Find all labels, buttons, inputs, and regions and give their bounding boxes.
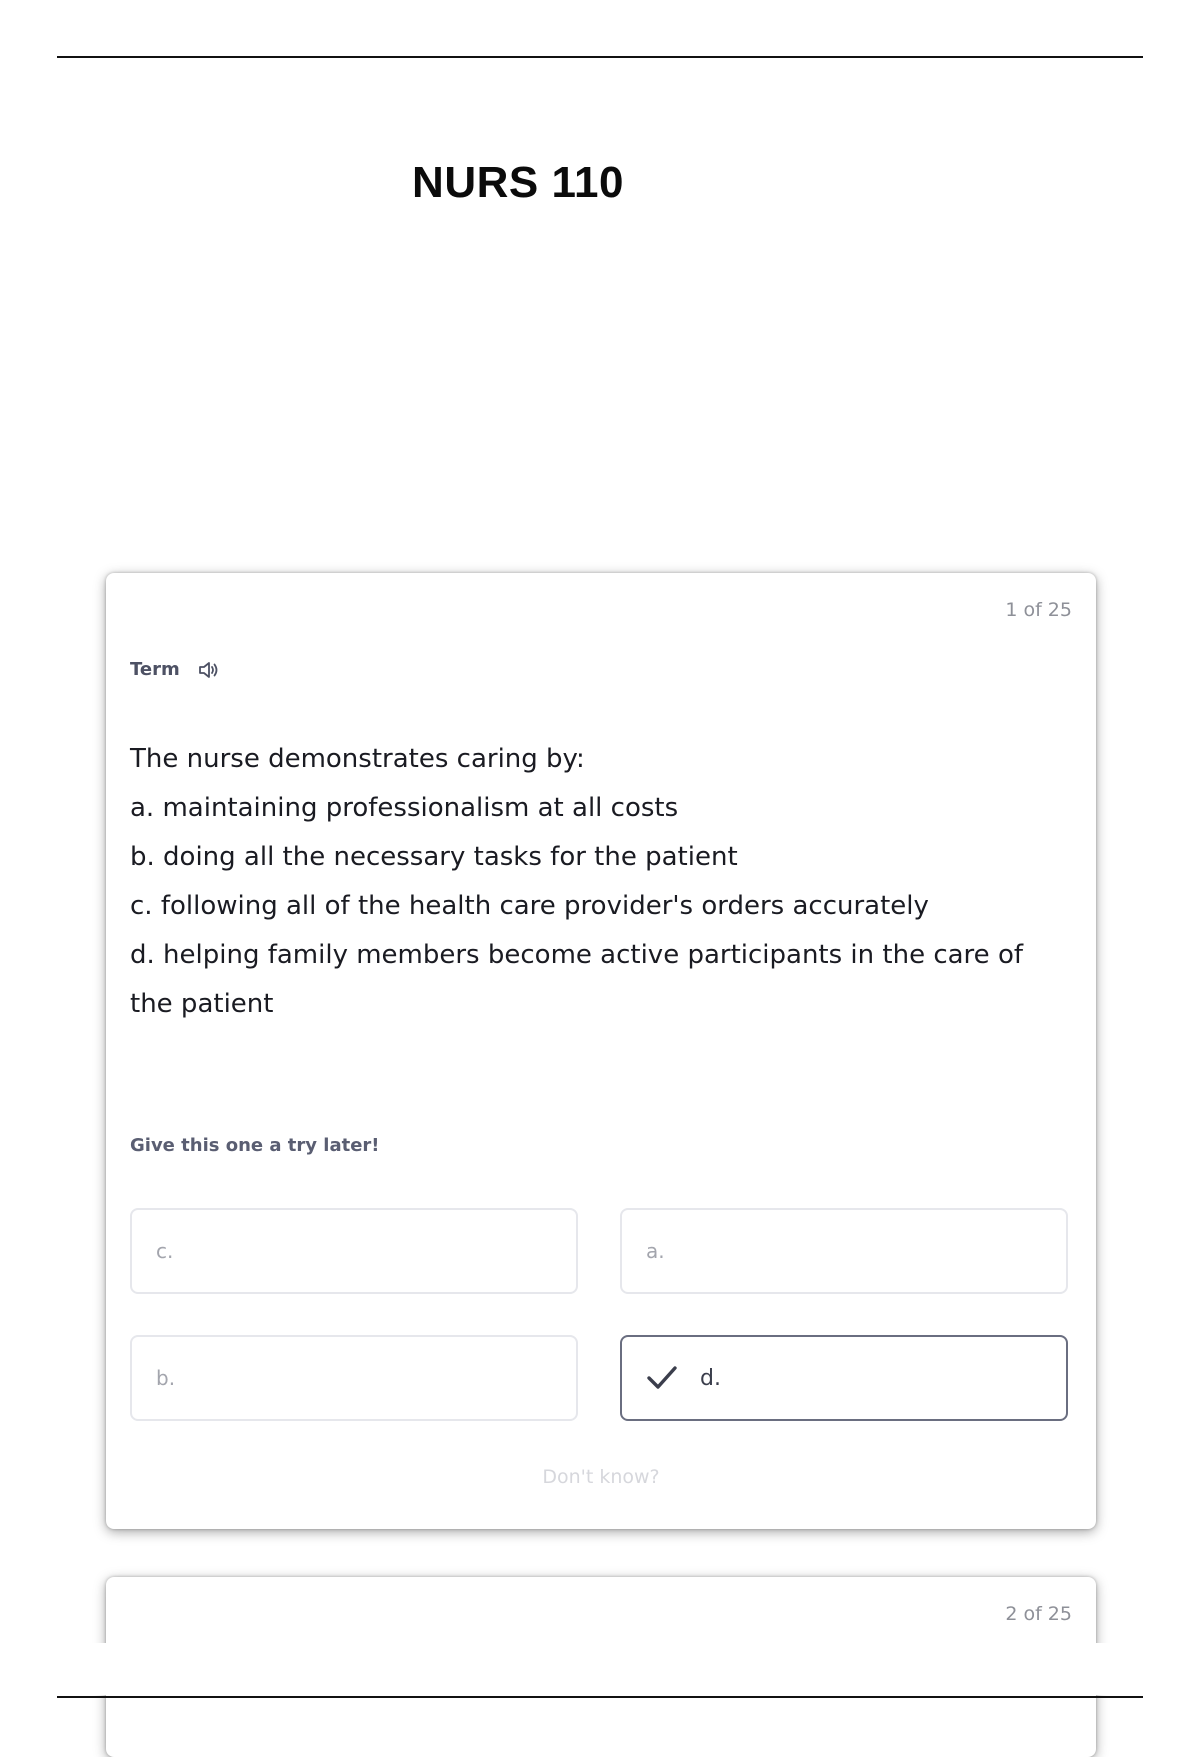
top-rule [57, 56, 1143, 58]
speaker-icon[interactable] [198, 660, 220, 680]
answer-option-c[interactable] [130, 1208, 578, 1294]
answer-option-label: c. [156, 1239, 174, 1263]
answer-option-label: a. [646, 1239, 665, 1263]
flashcard-1 [106, 573, 1096, 1529]
bottom-rule [57, 1696, 1143, 1698]
question-choice-a: a. maintaining professionalism at all costs [130, 793, 679, 823]
card-counter: 2 of 25 [1005, 1603, 1072, 1625]
question-text [130, 735, 1072, 1029]
card-counter: 1 of 25 [1005, 599, 1072, 621]
document-title: NURS 110 [412, 158, 624, 207]
answer-option-b[interactable] [130, 1335, 578, 1421]
question-choice-c: c. following all of the health care provider's orders accurately [130, 891, 929, 921]
term-header [130, 659, 220, 680]
answer-option-label: b. [156, 1366, 176, 1390]
question-choice-b: b. doing all the necessary tasks for the patient [130, 842, 738, 872]
answer-option-a[interactable] [620, 1208, 1068, 1294]
answer-option-d-selected[interactable] [620, 1335, 1068, 1421]
try-later-prompt: Give this one a try later! [130, 1135, 380, 1156]
question-stem: The nurse demonstrates caring by: [130, 744, 585, 774]
answer-option-label: d. [700, 1365, 721, 1391]
check-icon [646, 1364, 678, 1392]
page-bottom-margin [0, 1643, 1200, 1695]
dont-know-link[interactable]: Don't know? [542, 1466, 660, 1488]
question-choice-d: d. helping family members become active participants in the care of the patient [130, 940, 1024, 1019]
term-label: Term [130, 659, 180, 680]
